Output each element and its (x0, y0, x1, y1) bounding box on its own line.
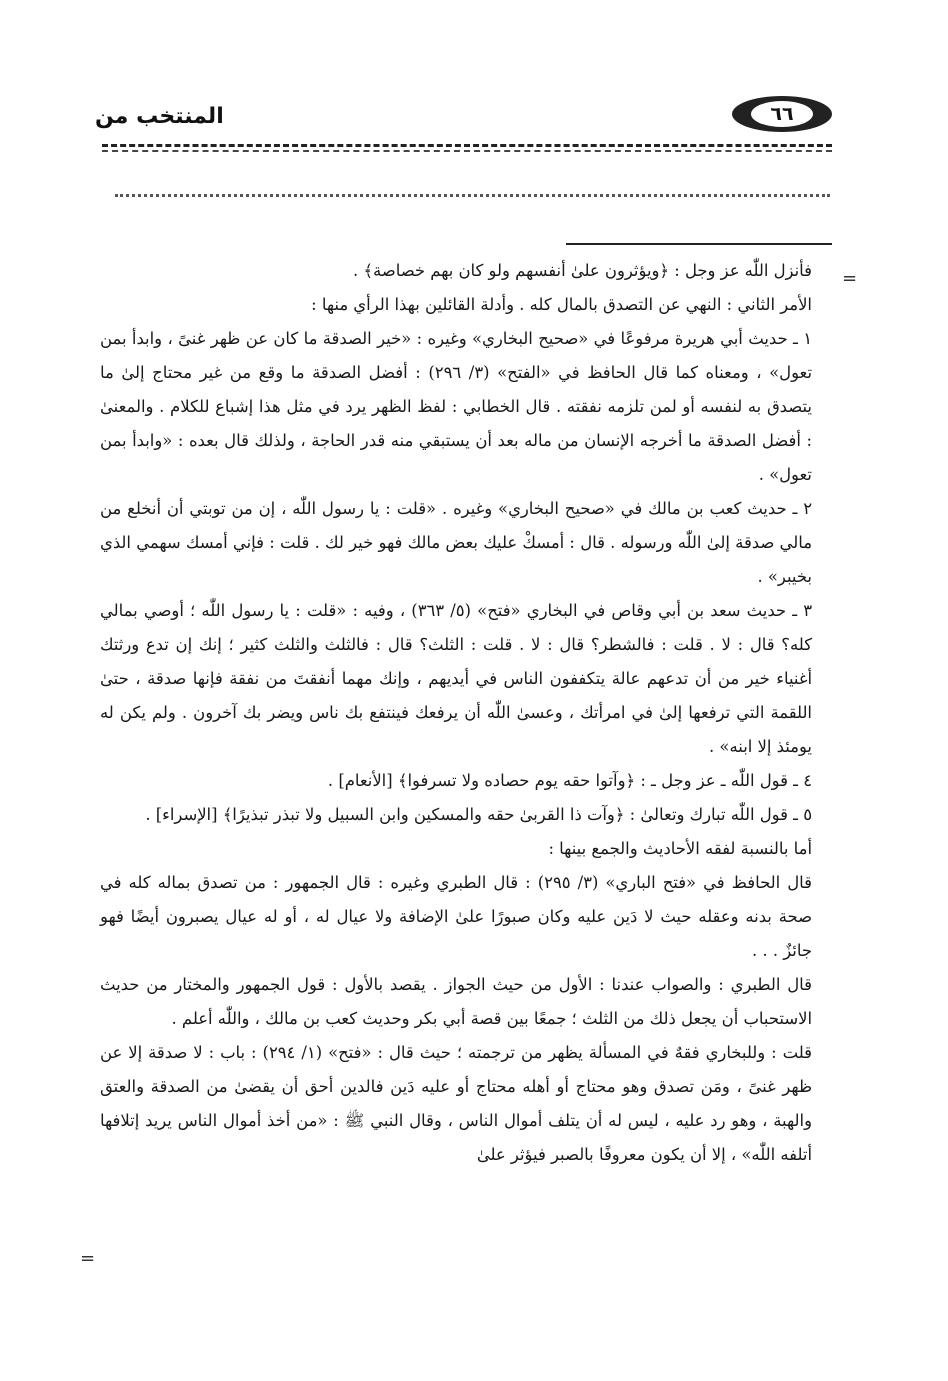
paragraph-bukhari-fiqh: قلت : وللبخاري فقهٌ في المسألة يظهر من ترجمته ؛ حيث قال : «فتح» (١/ ٢٩٤) : باب : لا صدقة إلا عن ظهر غنىً ، ومَن تصدق وهو محتاج أو أهله محتاج أو عليه دَين فالدين أحق أن يقضىٰ من الصدقة والعتق والهبة ، وهو رد عليه ، ليس له أن يتلف أموال الناس ، وقال النبي ﷺ : «من أخذ أموال الناس يريد إتلافها أتلفه اللّٰه» ، إلا أن يكون معروفًا بالصبر فيؤثر علىٰ (100, 1043, 813, 1164)
paragraph-tabari: قال الطبري : والصواب عندنا : الأول من حيث الجواز . يقصد بالأول : قول الجمهور والمختار من حديث الاستحباب أن يجعل ذلك من الثلث ؛ جمعًا بين قصة أبي بكر وحديث كعب بن مالك ، واللّٰه أعلم . (100, 975, 812, 1028)
footnote-text (100, 254, 812, 1172)
page-number-badge (732, 96, 832, 132)
continuation-mark-bottom: = (80, 1248, 96, 1269)
header-rule (102, 144, 832, 147)
dotted-separator (115, 194, 830, 197)
paragraph-hafiz-quote: قال الحافظ في «فتح الباري» (٣/ ٢٩٥) : قال الطبري وغيره : قال الجمهور : من تصدق بماله كله في صحة بدنه وعقله حيث لا دَين عليه وكان صبورًا علىٰ الإضافة ولا عيال له ، أو له عيال يصبرون أيضًا فهو جائزٌ . . . (100, 873, 812, 960)
paragraph-evidence-1: ١ ـ حديث أبي هريرة مرفوعًا في «صحيح البخاري» وغيره : «خير الصدقة ما كان عن ظهر غنىً ، وابدأ بمن تعول» ، ومعناه كما قال الحافظ في «الفتح» (٣/ ٢٩٦) : أفضل الصدقة ما وقع من غير محتاج إلىٰ ما يتصدق به لنفسه أو لمن تلزمه نفقته . قال الخطابي : لفظ الظهر يرد في مثل هذا إشباع للكلام . والمعنىٰ : أفضل الصدقة ما أخرجه الإنسان من ماله بعد أن يستبقي منه قدر الحاجة ، ولذلك قال بعده : «وابدأ بمن تعول» . (100, 329, 813, 484)
footnote-separator (566, 243, 832, 245)
paragraph-evidence-4: ٤ ـ قول اللّٰه ـ عز وجل ـ : ﴿وآتوا حقه يوم حصاده ولا تسرفوا﴾ [الأنعام] . (327, 771, 812, 790)
running-title: المنتخب من (95, 104, 224, 129)
page-header (0, 92, 948, 152)
continuation-mark-top: = (842, 268, 858, 289)
paragraph-ayah: فأنزل اللّٰه عز وجل : ﴿ويؤثرون علىٰ أنفسهم ولو كان بهم خصاصة﴾ . (353, 261, 812, 280)
paragraph-jurisprudence-heading: أما بالنسبة لفقه الأحاديث والجمع بينها : (548, 839, 812, 858)
page-number: ٦٦ (751, 101, 813, 127)
paragraph-evidence-5: ٥ ـ قول اللّٰه تبارك وتعالىٰ : ﴿وآت ذا القربىٰ حقه والمسكين وابن السبيل ولا تبذر تبذيرًا﴾ [الإسراء] . (145, 805, 812, 824)
header-rule-secondary (102, 150, 832, 152)
paragraph-second-matter: الأمر الثاني : النهي عن التصدق بالمال كله . وأدلة القائلين بهذا الرأي منها : (311, 295, 812, 314)
paragraph-evidence-3: ٣ ـ حديث سعد بن أبي وقاص في البخاري «فتح» (٥/ ٣٦٣) ، وفيه : «قلت : يا رسول اللّٰه ؛ أوصي بمالي كله؟ قال : لا . قلت : فالشطر؟ قال : لا . قلت : الثلث؟ قال : فالثلث والثلث كثير ؛ إنك إن تدع ورثتك أغنياء خير من أن تدعهم عالة يتكففون الناس في أيديهم ، وإنك مهما أنفقتَ من نفقة فإنها صدقة ، حتىٰ اللقمة التي ترفعها إلىٰ في امرأتك ، وعسىٰ اللّٰه أن يرفعك فينتفع بك ناس ويضر بك آخرون . ولم يكن له يومئذ إلا ابنه» . (100, 601, 812, 756)
paragraph-evidence-2: ٢ ـ حديث كعب بن مالك في «صحيح البخاري» وغيره . «قلت : يا رسول اللّٰه ، إن من توبتي أن أنخلع من مالي صدقة إلىٰ اللّٰه ورسوله . قال : أمسكْ عليك بعض مالك فهو خير لك . قلت : فإني أمسك سهمي الذي بخيبر» . (100, 499, 812, 586)
